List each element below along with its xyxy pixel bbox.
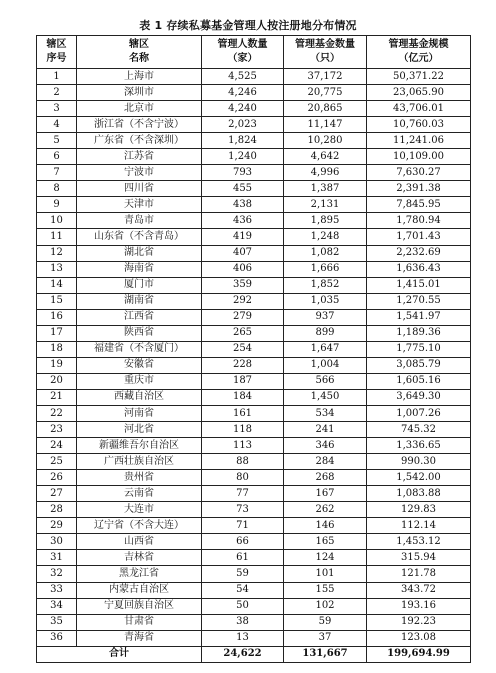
row-manager-count: 61 [202, 550, 284, 566]
row-manager-count: 406 [202, 261, 284, 277]
row-fund-scale: 315.94 [367, 550, 471, 566]
row-serial: 6 [37, 149, 77, 165]
row-fund-scale: 1,605.16 [367, 373, 471, 389]
row-region-name: 天津市 [77, 197, 202, 213]
row-serial: 33 [37, 582, 77, 598]
row-fund-count: 59 [284, 614, 367, 630]
row-manager-count: 77 [202, 486, 284, 502]
row-manager-count: 279 [202, 309, 284, 325]
row-serial: 22 [37, 405, 77, 421]
row-manager-count: 4,246 [202, 85, 284, 101]
row-region-name: 辽宁省（不含大连） [77, 518, 202, 534]
row-fund-scale: 193.16 [367, 598, 471, 614]
row-fund-scale: 1,336.65 [367, 438, 471, 454]
row-manager-count: 1,240 [202, 149, 284, 165]
row-fund-scale: 1,007.26 [367, 405, 471, 421]
row-manager-count: 265 [202, 325, 284, 341]
row-serial: 2 [37, 85, 77, 101]
row-serial: 36 [37, 630, 77, 646]
row-region-name: 西藏自治区 [77, 389, 202, 405]
total-funds: 131,667 [284, 646, 367, 662]
row-fund-count: 566 [284, 373, 367, 389]
row-fund-scale: 1,542.00 [367, 470, 471, 486]
row-fund-scale: 192.23 [367, 614, 471, 630]
table-row [37, 582, 471, 598]
row-manager-count: 59 [202, 566, 284, 582]
row-fund-scale: 2,232.69 [367, 245, 471, 261]
row-serial: 1 [37, 69, 77, 85]
row-region-name: 宁夏回族自治区 [77, 598, 202, 614]
row-manager-count: 71 [202, 518, 284, 534]
table-row [37, 117, 471, 133]
row-fund-count: 37 [284, 630, 367, 646]
row-region-name: 四川省 [77, 181, 202, 197]
table-row [37, 325, 471, 341]
row-serial: 16 [37, 309, 77, 325]
row-fund-scale: 3,085.79 [367, 357, 471, 373]
row-manager-count: 407 [202, 245, 284, 261]
row-fund-scale: 43,706.01 [367, 101, 471, 117]
row-region-name: 贵州省 [77, 470, 202, 486]
row-fund-count: 346 [284, 438, 367, 454]
row-region-name: 浙江省（不含宁波） [77, 117, 202, 133]
row-fund-count: 11,147 [284, 117, 367, 133]
table-body [37, 69, 471, 647]
table-row [37, 614, 471, 630]
row-fund-count: 165 [284, 534, 367, 550]
row-region-name: 广东省（不含深圳） [77, 133, 202, 149]
row-region-name: 河南省 [77, 405, 202, 421]
row-fund-count: 1,647 [284, 341, 367, 357]
row-fund-scale: 1,453.12 [367, 534, 471, 550]
row-region-name: 福建省（不含厦门） [77, 341, 202, 357]
row-fund-count: 1,004 [284, 357, 367, 373]
row-serial: 32 [37, 566, 77, 582]
table-row [37, 293, 471, 309]
table-row [37, 181, 471, 197]
table-row [37, 165, 471, 181]
row-serial: 12 [37, 245, 77, 261]
row-manager-count: 118 [202, 422, 284, 438]
row-serial: 9 [37, 197, 77, 213]
row-fund-count: 262 [284, 502, 367, 518]
row-manager-count: 187 [202, 373, 284, 389]
row-fund-scale: 3,649.30 [367, 389, 471, 405]
row-fund-count: 534 [284, 405, 367, 421]
table-row [37, 197, 471, 213]
row-manager-count: 66 [202, 534, 284, 550]
row-manager-count: 254 [202, 341, 284, 357]
row-fund-scale: 50,371.22 [367, 69, 471, 85]
row-fund-count: 1,387 [284, 181, 367, 197]
row-region-name: 山东省（不含青岛） [77, 229, 202, 245]
row-manager-count: 359 [202, 277, 284, 293]
row-manager-count: 13 [202, 630, 284, 646]
row-region-name: 湖北省 [77, 245, 202, 261]
row-manager-count: 73 [202, 502, 284, 518]
row-fund-count: 146 [284, 518, 367, 534]
row-fund-count: 268 [284, 470, 367, 486]
row-region-name: 青岛市 [77, 213, 202, 229]
row-manager-count: 292 [202, 293, 284, 309]
table-row [37, 213, 471, 229]
row-region-name: 上海市 [77, 69, 202, 85]
row-region-name: 大连市 [77, 502, 202, 518]
table-row [37, 598, 471, 614]
row-fund-count: 899 [284, 325, 367, 341]
row-fund-count: 284 [284, 454, 367, 470]
row-region-name: 内蒙古自治区 [77, 582, 202, 598]
row-fund-scale: 123.08 [367, 630, 471, 646]
row-manager-count: 228 [202, 357, 284, 373]
row-manager-count: 50 [202, 598, 284, 614]
header-region-name: 辖区 名称 [77, 36, 202, 69]
row-serial: 29 [37, 518, 77, 534]
row-manager-count: 4,525 [202, 69, 284, 85]
table-row [37, 550, 471, 566]
header-manager-count: 管理人数量 （家） [202, 36, 284, 69]
row-region-name: 湖南省 [77, 293, 202, 309]
row-region-name: 重庆市 [77, 373, 202, 389]
row-serial: 19 [37, 357, 77, 373]
row-manager-count: 455 [202, 181, 284, 197]
row-serial: 15 [37, 293, 77, 309]
row-serial: 18 [37, 341, 77, 357]
row-serial: 31 [37, 550, 77, 566]
row-serial: 30 [37, 534, 77, 550]
row-serial: 7 [37, 165, 77, 181]
row-fund-scale: 10,760.03 [367, 117, 471, 133]
row-fund-scale: 23,065.90 [367, 85, 471, 101]
row-region-name: 广西壮族自治区 [77, 454, 202, 470]
row-fund-scale: 112.14 [367, 518, 471, 534]
row-fund-count: 1,666 [284, 261, 367, 277]
row-manager-count: 2,023 [202, 117, 284, 133]
row-serial: 34 [37, 598, 77, 614]
row-manager-count: 113 [202, 438, 284, 454]
row-serial: 4 [37, 117, 77, 133]
table-row [37, 405, 471, 421]
table-row [37, 357, 471, 373]
row-fund-count: 155 [284, 582, 367, 598]
table-row [37, 101, 471, 117]
row-serial: 3 [37, 101, 77, 117]
row-fund-scale: 1,083.88 [367, 486, 471, 502]
table-title: 表 1 存续私募基金管理人按注册地分布情况 [139, 19, 357, 32]
row-fund-count: 1,852 [284, 277, 367, 293]
row-region-name: 甘肃省 [77, 614, 202, 630]
row-fund-scale: 7,630.27 [367, 165, 471, 181]
row-manager-count: 54 [202, 582, 284, 598]
row-fund-count: 10,280 [284, 133, 367, 149]
row-region-name: 北京市 [77, 101, 202, 117]
table-row [37, 85, 471, 101]
table-row [37, 309, 471, 325]
row-manager-count: 436 [202, 213, 284, 229]
distribution-table [36, 35, 471, 663]
row-region-name: 厦门市 [77, 277, 202, 293]
row-region-name: 黑龙江省 [77, 566, 202, 582]
row-fund-count: 241 [284, 422, 367, 438]
table-row [37, 518, 471, 534]
table-row [37, 438, 471, 454]
row-region-name: 山西省 [77, 534, 202, 550]
row-fund-count: 20,865 [284, 101, 367, 117]
table-row [37, 69, 471, 85]
row-serial: 28 [37, 502, 77, 518]
row-fund-count: 1,035 [284, 293, 367, 309]
table-row [37, 261, 471, 277]
row-fund-count: 1,895 [284, 213, 367, 229]
row-fund-count: 167 [284, 486, 367, 502]
row-manager-count: 4,240 [202, 101, 284, 117]
row-fund-count: 937 [284, 309, 367, 325]
row-region-name: 宁波市 [77, 165, 202, 181]
row-fund-scale: 129.83 [367, 502, 471, 518]
table-row [37, 373, 471, 389]
row-fund-count: 124 [284, 550, 367, 566]
row-fund-scale: 1,775.10 [367, 341, 471, 357]
row-region-name: 吉林省 [77, 550, 202, 566]
row-fund-scale: 1,636.43 [367, 261, 471, 277]
row-serial: 13 [37, 261, 77, 277]
row-manager-count: 419 [202, 229, 284, 245]
row-fund-count: 1,082 [284, 245, 367, 261]
total-label: 合计 [37, 646, 202, 662]
row-fund-scale: 745.32 [367, 422, 471, 438]
row-serial: 8 [37, 181, 77, 197]
total-row [37, 646, 471, 662]
row-region-name: 云南省 [77, 486, 202, 502]
table-row [37, 630, 471, 646]
row-serial: 11 [37, 229, 77, 245]
row-fund-count: 101 [284, 566, 367, 582]
row-fund-count: 1,450 [284, 389, 367, 405]
row-serial: 14 [37, 277, 77, 293]
row-serial: 25 [37, 454, 77, 470]
row-fund-count: 4,996 [284, 165, 367, 181]
header-serial: 辖区 序号 [37, 36, 77, 69]
row-region-name: 青海省 [77, 630, 202, 646]
row-fund-count: 37,172 [284, 69, 367, 85]
row-manager-count: 38 [202, 614, 284, 630]
row-fund-scale: 990.30 [367, 454, 471, 470]
row-serial: 23 [37, 422, 77, 438]
row-serial: 26 [37, 470, 77, 486]
row-region-name: 新疆维吾尔自治区 [77, 438, 202, 454]
row-serial: 21 [37, 389, 77, 405]
row-manager-count: 793 [202, 165, 284, 181]
row-fund-scale: 1,701.43 [367, 229, 471, 245]
row-serial: 27 [37, 486, 77, 502]
row-region-name: 河北省 [77, 422, 202, 438]
row-region-name: 深圳市 [77, 85, 202, 101]
row-manager-count: 161 [202, 405, 284, 421]
row-manager-count: 438 [202, 197, 284, 213]
row-fund-scale: 7,845.95 [367, 197, 471, 213]
table-row [37, 502, 471, 518]
table-row [37, 229, 471, 245]
row-serial: 10 [37, 213, 77, 229]
row-fund-scale: 10,109.00 [367, 149, 471, 165]
table-row [37, 470, 471, 486]
row-manager-count: 1,824 [202, 133, 284, 149]
row-fund-count: 4,642 [284, 149, 367, 165]
row-fund-scale: 1,415.01 [367, 277, 471, 293]
row-region-name: 陕西省 [77, 325, 202, 341]
row-region-name: 海南省 [77, 261, 202, 277]
row-serial: 17 [37, 325, 77, 341]
table-row [37, 149, 471, 165]
row-serial: 24 [37, 438, 77, 454]
table-row [37, 341, 471, 357]
row-fund-scale: 1,189.36 [367, 325, 471, 341]
header-fund-scale: 管理基金规模 （亿元） [367, 36, 471, 69]
table-row [37, 133, 471, 149]
row-region-name: 江西省 [77, 309, 202, 325]
row-serial: 20 [37, 373, 77, 389]
table-row [37, 534, 471, 550]
total-managers: 24,622 [202, 646, 284, 662]
row-fund-scale: 1,270.55 [367, 293, 471, 309]
table-row [37, 389, 471, 405]
table-row [37, 277, 471, 293]
table-row [37, 486, 471, 502]
row-serial: 35 [37, 614, 77, 630]
row-fund-scale: 2,391.38 [367, 181, 471, 197]
table-row [37, 454, 471, 470]
row-fund-scale: 343.72 [367, 582, 471, 598]
row-fund-scale: 11,241.06 [367, 133, 471, 149]
table-row [37, 245, 471, 261]
row-fund-scale: 1,541.97 [367, 309, 471, 325]
row-fund-count: 1,248 [284, 229, 367, 245]
header-fund-count: 管理基金数量 （只） [284, 36, 367, 69]
row-manager-count: 88 [202, 454, 284, 470]
table-row [37, 422, 471, 438]
row-fund-scale: 121.78 [367, 566, 471, 582]
total-scale: 199,694.99 [367, 646, 471, 662]
row-serial: 5 [37, 133, 77, 149]
row-fund-count: 102 [284, 598, 367, 614]
row-region-name: 安徽省 [77, 357, 202, 373]
row-manager-count: 184 [202, 389, 284, 405]
table-row [37, 566, 471, 582]
row-region-name: 江苏省 [77, 149, 202, 165]
row-fund-count: 2,131 [284, 197, 367, 213]
row-fund-scale: 1,780.94 [367, 213, 471, 229]
row-manager-count: 80 [202, 470, 284, 486]
table-header-row [37, 36, 471, 69]
row-fund-count: 20,775 [284, 85, 367, 101]
